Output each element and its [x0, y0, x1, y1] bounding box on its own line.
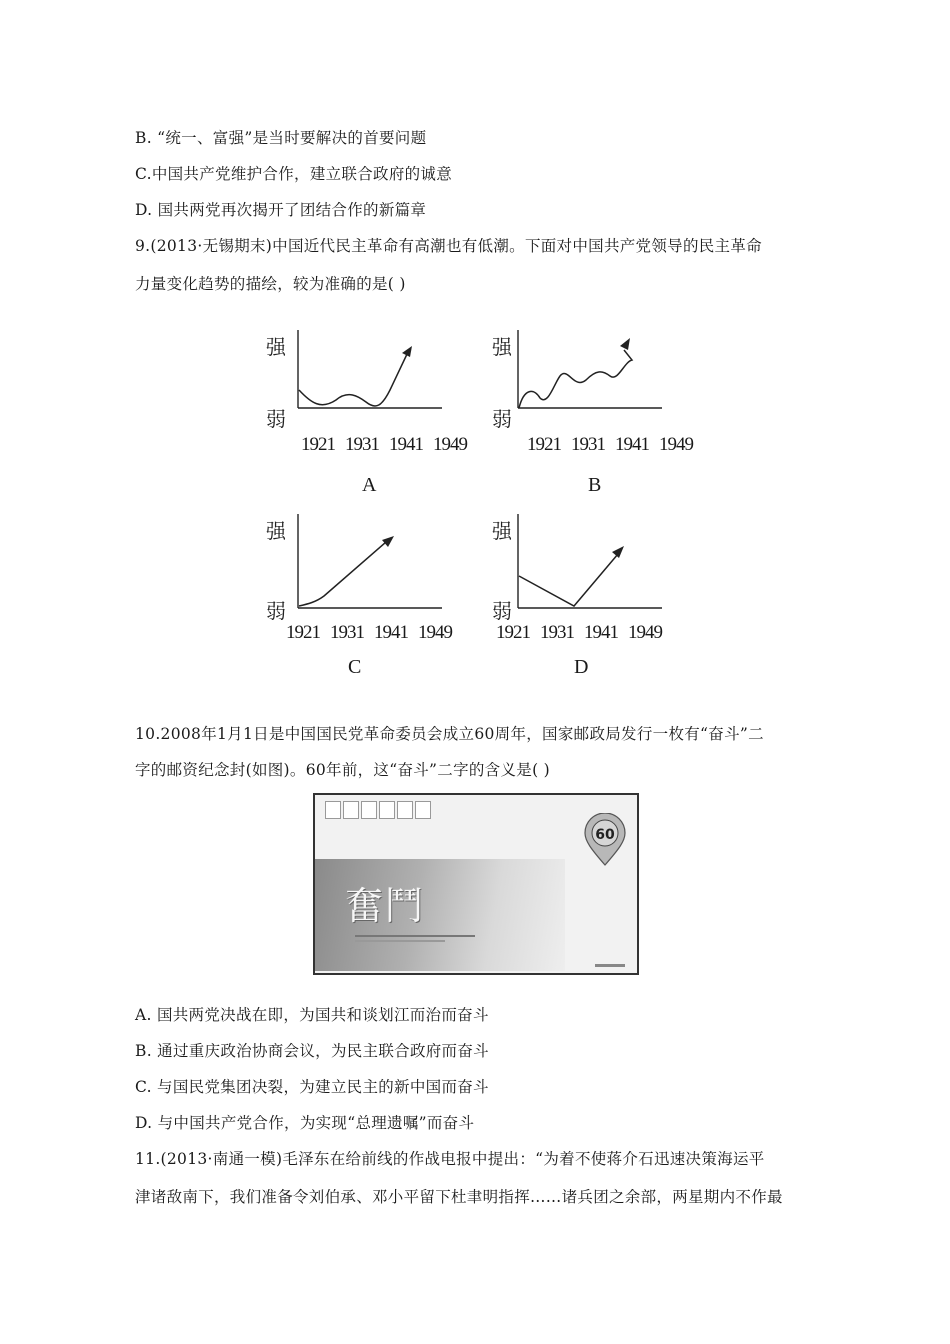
chart-c	[266, 512, 486, 687]
tick-label: 1949	[418, 622, 452, 643]
tick-label: 1931	[540, 622, 574, 643]
tick-label: 1949	[628, 622, 662, 643]
q10-option-d: D. 与中国共产党合作，为实现“总理遗嘱”而奋斗	[135, 1114, 475, 1132]
tick-label: 1949	[433, 434, 467, 455]
series-line	[299, 352, 408, 406]
option-c-text: C.中国共产党维护合作，建立联合政府的诚意	[135, 165, 453, 183]
x-ticks	[301, 434, 477, 456]
chart-letter: A	[362, 474, 377, 496]
tick-label: 1949	[659, 434, 693, 455]
question-10-line2: 字的邮资纪念封(如图)。60年前，这“奋斗”二字的含义是( )	[135, 761, 550, 779]
anniversary-logo-icon	[583, 813, 627, 867]
question-11-line1: 11.(2013·南通一模)毛泽东在给前线的作战电报中提出：“为着不使蒋介石迅速决策海运平	[135, 1150, 765, 1168]
q10-option-a: A. 国共两党决战在即，为国共和谈划江而治而奋斗	[135, 1006, 489, 1024]
question-11-line2: 津诸敌南下，我们准备令刘伯承、邓小平留下杜聿明指挥……诸兵团之余部，两星期内不作最	[135, 1188, 783, 1206]
tick-label: 1921	[496, 622, 530, 643]
tick-label: 1931	[345, 434, 379, 455]
y-label-weak: 弱	[492, 407, 512, 431]
arrow-head	[382, 536, 394, 547]
banner-fine-print	[355, 935, 505, 942]
tick-label: 1941	[374, 622, 408, 643]
postcode-box	[343, 801, 359, 819]
tick-label: 1931	[330, 622, 364, 643]
x-ticks	[496, 622, 672, 644]
logo-number: 60	[595, 827, 615, 843]
tick-label: 1931	[571, 434, 605, 455]
chart-letter: D	[574, 656, 589, 678]
commemorative-envelope	[313, 793, 639, 975]
chart-b-plot	[492, 328, 672, 433]
x-ticks	[286, 622, 462, 644]
y-label-weak: 弱	[266, 599, 286, 623]
chart-d	[492, 512, 712, 687]
arrow-head	[612, 546, 624, 558]
tick-label: 1921	[301, 434, 335, 455]
series-line	[519, 554, 618, 606]
banner-calligraphy: 奮鬥	[345, 884, 426, 928]
chart-letter: B	[588, 474, 602, 496]
envelope-imprint	[595, 964, 625, 967]
series-line	[519, 350, 632, 408]
question-10-line1: 10.2008年1月1日是中国国民党革命委员会成立60周年，国家邮政局发行一枚有“奋斗”二	[135, 725, 764, 743]
tick-label: 1941	[615, 434, 649, 455]
chart-b	[492, 328, 712, 503]
y-label-weak: 弱	[492, 599, 512, 623]
y-label-weak: 弱	[266, 407, 286, 431]
postcode-box	[397, 801, 413, 819]
chart-c-plot	[266, 512, 446, 622]
tick-label: 1941	[584, 622, 618, 643]
series-line	[299, 542, 386, 606]
postcode-box	[325, 801, 341, 819]
arrow-head	[620, 338, 630, 350]
chart-a	[266, 328, 486, 503]
option-d-text: D. 国共两党再次揭开了团结合作的新篇章	[135, 201, 427, 219]
tick-label: 1921	[527, 434, 561, 455]
y-label-strong: 强	[266, 335, 286, 359]
q10-option-b: B. 通过重庆政治协商会议，为民主联合政府而奋斗	[135, 1042, 489, 1060]
postcode-box	[415, 801, 431, 819]
chart-letter: C	[348, 656, 362, 678]
tick-label: 1941	[389, 434, 423, 455]
y-label-strong: 强	[492, 519, 512, 543]
x-ticks	[527, 434, 703, 456]
question-9-line2: 力量变化趋势的描绘，较为准确的是( )	[135, 275, 406, 293]
chart-a-plot	[266, 328, 446, 433]
q10-option-c: C. 与国民党集团决裂，为建立民主的新中国而奋斗	[135, 1078, 489, 1096]
question-9-line1: 9.(2013·无锡期末)中国近代民主革命有高潮也有低潮。下面对中国共产党领导的民主革命	[135, 237, 762, 255]
postcode-box	[379, 801, 395, 819]
y-label-strong: 强	[492, 335, 512, 359]
chart-d-plot	[492, 512, 672, 622]
arrow-head	[402, 346, 412, 357]
tick-label: 1921	[286, 622, 320, 643]
option-b-text: B. “统一、富强”是当时要解决的首要问题	[135, 129, 427, 147]
postcode-box	[361, 801, 377, 819]
y-label-strong: 强	[266, 519, 286, 543]
